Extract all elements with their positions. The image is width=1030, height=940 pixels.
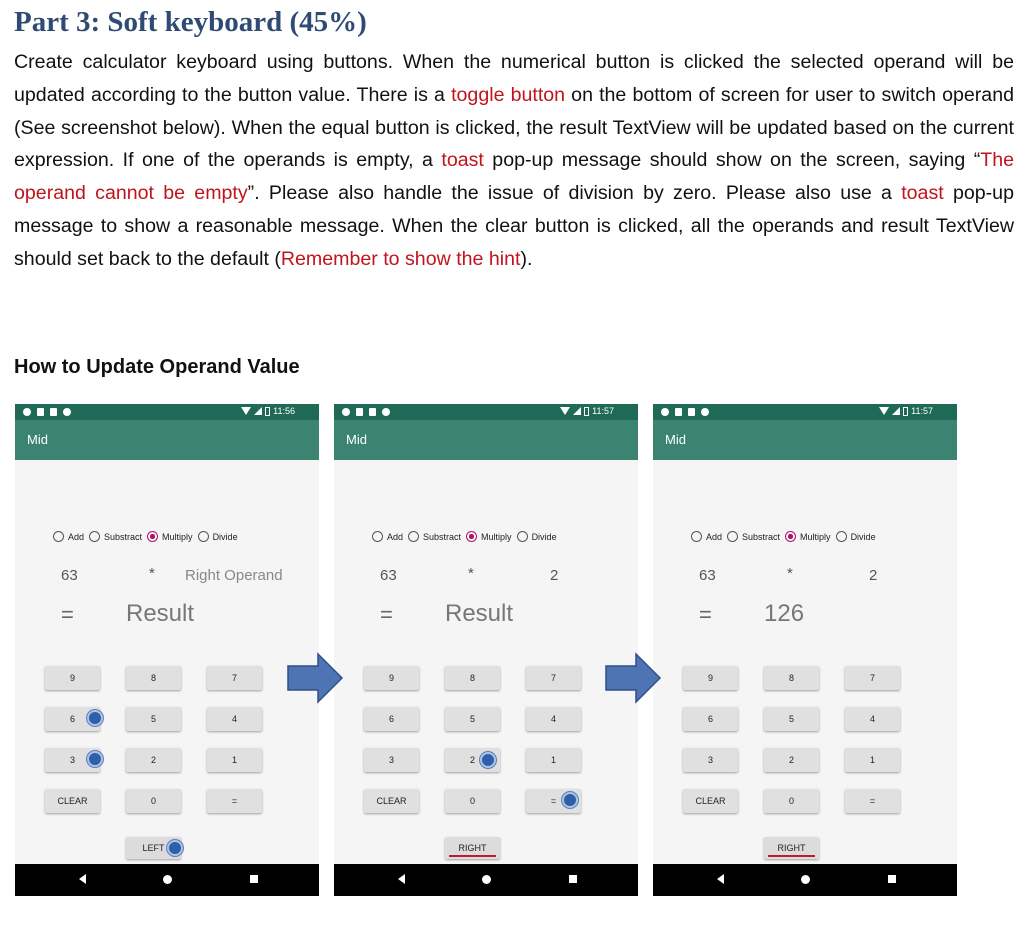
paragraph-text: ). (520, 247, 533, 270)
radio-add[interactable] (372, 531, 403, 542)
equals-sign: = (61, 602, 74, 627)
equals-button[interactable]: = (207, 789, 262, 813)
digit-button-6[interactable]: 6 (364, 707, 419, 731)
radio-label: Add (68, 531, 85, 542)
digit-button-9[interactable]: 9 (683, 666, 738, 690)
operation-radio-group (53, 531, 243, 542)
digit-button-4[interactable]: 4 (207, 707, 262, 731)
digit-button-2[interactable]: 2 (445, 748, 500, 772)
left-operand[interactable]: 63 (61, 567, 78, 584)
status-time: 11:57 (911, 406, 933, 416)
toggle-indicator (449, 855, 496, 857)
home-icon[interactable] (163, 875, 172, 884)
sd-card-icon (688, 408, 695, 416)
back-icon[interactable] (79, 874, 86, 884)
toggle-label: RIGHT (777, 843, 806, 853)
radio-add[interactable] (691, 531, 722, 542)
radio-label: Multiply (481, 531, 512, 542)
result-text: Result (126, 600, 195, 627)
digit-button-6[interactable]: 6 (683, 707, 738, 731)
radio-button-icon[interactable] (372, 531, 383, 542)
digit-button-8[interactable]: 8 (126, 666, 181, 690)
digit-button-0[interactable]: 0 (445, 789, 500, 813)
tap-indicator-icon (480, 752, 496, 768)
right-arrow-icon (286, 652, 344, 704)
sd-card-icon (50, 408, 57, 416)
toggle-indicator (768, 855, 815, 857)
clear-button[interactable]: CLEAR (364, 789, 419, 813)
digit-button-1[interactable]: 1 (207, 748, 262, 772)
notification-icon (661, 408, 669, 416)
digit-button-3[interactable]: 3 (45, 748, 100, 772)
notification-icon (342, 408, 350, 416)
right-operand[interactable]: 2 (869, 567, 878, 584)
paragraph-text: pop-up message to show a reasonable message. When the clear button is clicked, all the operands and result TextView should set back to the default ( (14, 182, 1014, 270)
battery-icon (903, 407, 908, 416)
operation-radio-group (372, 531, 562, 542)
notification-icon (382, 408, 390, 416)
radio-label: Divide (850, 531, 876, 542)
digit-button-8[interactable]: 8 (764, 666, 819, 690)
left-operand[interactable]: 63 (699, 567, 716, 584)
wifi-icon (241, 407, 251, 415)
toggle-label: RIGHT (458, 843, 487, 853)
radio-substract[interactable] (89, 531, 142, 542)
digit-button-5[interactable]: 5 (126, 707, 181, 731)
navigation-bar (15, 864, 319, 896)
digit-button-2[interactable]: 2 (126, 748, 181, 772)
highlighted-term: toggle button (451, 83, 566, 106)
radio-button-icon[interactable] (147, 531, 158, 542)
notification-icon (356, 408, 363, 416)
status-bar (653, 404, 957, 420)
operand-toggle-button[interactable] (445, 837, 500, 859)
recent-apps-icon[interactable] (888, 875, 896, 883)
clear-button[interactable]: CLEAR (683, 789, 738, 813)
digit-button-7[interactable]: 7 (526, 666, 581, 690)
right-operand[interactable]: Right Operand (185, 567, 283, 584)
digit-button-6[interactable]: 6 (45, 707, 100, 731)
signal-icon (254, 407, 262, 415)
instructions-paragraph (14, 46, 1014, 276)
paragraph-text: ”. Please also handle the issue of division by zero. Please also use a (247, 182, 902, 205)
digit-button-7[interactable]: 7 (845, 666, 900, 690)
digit-button-1[interactable]: 1 (526, 748, 581, 772)
operand-toggle-button[interactable] (764, 837, 819, 859)
clear-button[interactable]: CLEAR (45, 789, 100, 813)
radio-button-icon[interactable] (517, 531, 528, 542)
tap-indicator-icon (167, 840, 183, 856)
right-operand[interactable]: 2 (550, 567, 559, 584)
radio-label: Substract (742, 531, 781, 542)
paragraph-text: Create calculator keyboard using buttons. When the numerical button is clicked the selected operand will be updated according to the button value. There is a (14, 51, 1014, 106)
app-title: Mid (27, 432, 48, 447)
radio-button-icon[interactable] (466, 531, 477, 542)
notification-icon (63, 408, 71, 416)
tap-indicator-icon (562, 792, 578, 808)
document-title: Part 3: Soft keyboard (45%) (14, 6, 367, 38)
highlighted-term: toast (901, 182, 944, 205)
radio-label: Add (706, 531, 723, 542)
notification-icon (37, 408, 44, 416)
radio-button-icon[interactable] (785, 531, 796, 542)
radio-label: Multiply (800, 531, 831, 542)
navigation-bar (653, 864, 957, 896)
digit-button-4[interactable]: 4 (845, 707, 900, 731)
paragraph-text: on the bottom of screen for user to switch operand (See screenshot below). When the equal button is clicked, the result TextView will be updated based on the current expression. If one of the operands is empty, a (14, 83, 1014, 172)
digit-button-4[interactable]: 4 (526, 707, 581, 731)
left-operand[interactable]: 63 (380, 567, 397, 584)
radio-substract[interactable] (408, 531, 461, 542)
digit-button-0[interactable]: 0 (764, 789, 819, 813)
result-text: Result (445, 600, 514, 627)
toggle-label: LEFT (142, 843, 165, 853)
radio-button-icon[interactable] (727, 531, 738, 542)
radio-label: Multiply (162, 531, 193, 542)
radio-divide[interactable] (836, 531, 876, 542)
battery-icon (265, 407, 270, 416)
radio-substract[interactable] (727, 531, 780, 542)
home-icon[interactable] (801, 875, 810, 884)
equals-button[interactable]: = (526, 789, 581, 813)
radio-label: Add (387, 531, 404, 542)
phone-screenshot-2 (334, 404, 638, 896)
digit-button-8[interactable]: 8 (445, 666, 500, 690)
digit-button-9[interactable]: 9 (45, 666, 100, 690)
app-bar (15, 420, 319, 460)
home-icon[interactable] (482, 875, 491, 884)
digit-button-0[interactable]: 0 (126, 789, 181, 813)
status-bar (334, 404, 638, 420)
digit-button-2[interactable]: 2 (764, 748, 819, 772)
radio-label: Divide (212, 531, 238, 542)
tap-indicator-icon (87, 751, 103, 767)
wifi-icon (879, 407, 889, 415)
equals-sign: = (380, 602, 393, 627)
operator-sign: * (468, 565, 474, 582)
phone-screenshot-3 (653, 404, 957, 896)
highlighted-term: toast (441, 149, 484, 172)
sd-card-icon (369, 408, 376, 416)
wifi-icon (560, 407, 570, 415)
back-icon[interactable] (398, 874, 405, 884)
operation-radio-group (691, 531, 881, 542)
digit-button-9[interactable]: 9 (364, 666, 419, 690)
right-arrow-icon (604, 652, 662, 704)
back-icon[interactable] (717, 874, 724, 884)
radio-multiply[interactable] (147, 531, 193, 542)
highlighted-term: Remember to show the hint (280, 247, 521, 270)
section-subheading: How to Update Operand Value (14, 356, 300, 378)
signal-icon (573, 407, 581, 415)
signal-icon (892, 407, 900, 415)
notification-icon (23, 408, 31, 416)
app-bar (653, 420, 957, 460)
navigation-bar (334, 864, 638, 896)
app-title: Mid (665, 432, 686, 447)
notification-icon (701, 408, 709, 416)
radio-divide[interactable] (517, 531, 557, 542)
radio-add[interactable] (53, 531, 84, 542)
app-title: Mid (346, 432, 367, 447)
radio-button-icon[interactable] (836, 531, 847, 542)
status-time: 11:56 (273, 406, 295, 416)
digit-button-3[interactable]: 3 (683, 748, 738, 772)
radio-button-icon[interactable] (408, 531, 419, 542)
phone-screenshot-1 (15, 404, 319, 896)
radio-label: Substract (104, 531, 143, 542)
battery-icon (584, 407, 589, 416)
digit-button-5[interactable]: 5 (764, 707, 819, 731)
radio-button-icon[interactable] (691, 531, 702, 542)
tap-indicator-icon (87, 710, 103, 726)
radio-multiply[interactable] (466, 531, 512, 542)
radio-label: Divide (531, 531, 557, 542)
operator-sign: * (149, 565, 155, 582)
result-text: 126 (764, 600, 805, 627)
highlighted-term: The operand cannot be empty (14, 149, 1015, 205)
digit-button-3[interactable]: 3 (364, 748, 419, 772)
digit-button-7[interactable]: 7 (207, 666, 262, 690)
equals-button[interactable]: = (845, 789, 900, 813)
notification-icon (675, 408, 682, 416)
radio-button-icon[interactable] (53, 531, 64, 542)
radio-label: Substract (423, 531, 462, 542)
digit-button-5[interactable]: 5 (445, 707, 500, 731)
radio-button-icon[interactable] (198, 531, 209, 542)
operator-sign: * (787, 565, 793, 582)
radio-multiply[interactable] (785, 531, 831, 542)
equals-sign: = (699, 602, 712, 627)
app-bar (334, 420, 638, 460)
radio-divide[interactable] (198, 531, 238, 542)
status-bar (15, 404, 319, 420)
paragraph-text: pop-up message should show on the screen, saying “ (483, 149, 981, 172)
status-time: 11:57 (592, 406, 614, 416)
recent-apps-icon[interactable] (250, 875, 258, 883)
digit-button-1[interactable]: 1 (845, 748, 900, 772)
recent-apps-icon[interactable] (569, 875, 577, 883)
radio-button-icon[interactable] (89, 531, 100, 542)
